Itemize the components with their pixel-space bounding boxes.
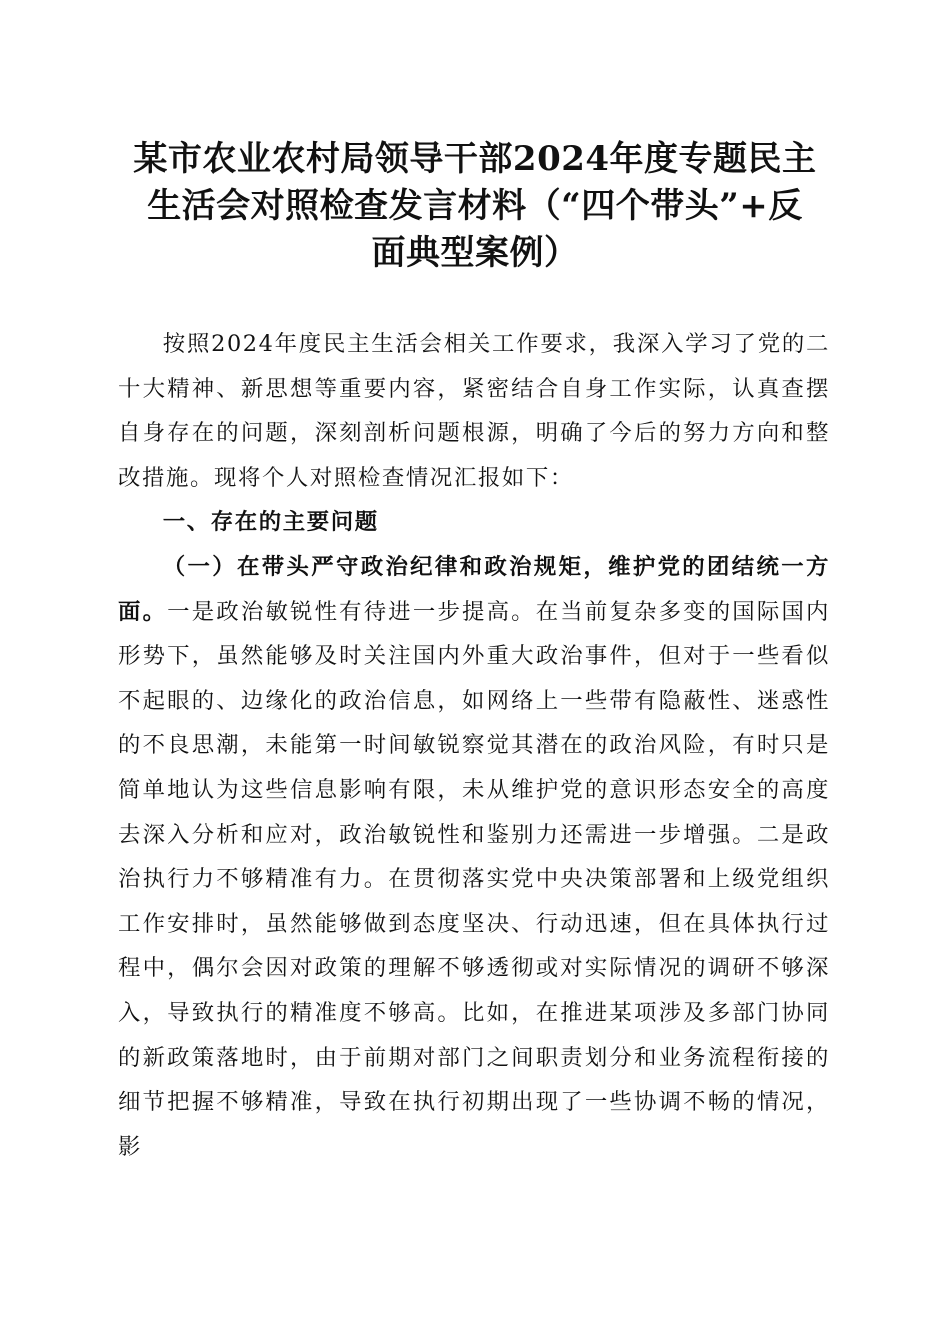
subsection-heading: （一）在带头严守政治纪律和政治规矩，维护党的团结统一方面。 xyxy=(118,553,830,625)
subsection-body: 一是政治敏锐性有待进一步提高。在当前复杂多变的国际国内形势下，虽然能够及时关注国内外重大政治事件，但对于一些看似不起眼的、边缘化的政治信息，如网络上一些带有隐蔽性、迷惑性的不良思潮，未能第一时间敏锐察觉其潜在的政治风险，有时只是简单地认为这些信息影响有限，未从维护党的意识形态安全的高度去深入分析和应对，政治敏锐性和鉴别力还需进一步增强。二是政治执行力不够精准有力。在贯彻落实党中央决策部署和上级党组织工作安排时，虽然能够做到态度坚决、行动迅速，但在具体执行过程中，偶尔会因对政策的理解不够透彻或对实际情况的调研不够深入，导致执行的精准度不够高。比如，在推进某项涉及多部门协同的新政策落地时，由于前期对部门之间职责划分和业务流程衔接的细节把握不够精准，导致在执行初期出现了一些协调不畅的情况，影 xyxy=(118,598,831,1160)
intro-paragraph: 按照2024年度民主生活会相关工作要求，我深入学习了党的二十大精神、新思想等重要内容，紧密结合自身工作实际，认真查摆自身存在的问题，深刻剖析问题根源，明确了今后的努力方向和整改措施。现将个人对照检查情况汇报如下： xyxy=(118,331,830,491)
title-line-1: 某市农业农村局领导干部2024年度专题民主 xyxy=(133,139,817,179)
document-title xyxy=(110,136,840,277)
title-line-2: 生活会对照检查发言材料（“四个带头”+反 xyxy=(147,186,803,226)
document-body xyxy=(118,322,830,1169)
title-line-3: 面典型案例） xyxy=(371,233,579,273)
subsection-paragraph xyxy=(118,545,830,1169)
section-heading-problems: 一、存在的主要问题 xyxy=(162,509,379,536)
